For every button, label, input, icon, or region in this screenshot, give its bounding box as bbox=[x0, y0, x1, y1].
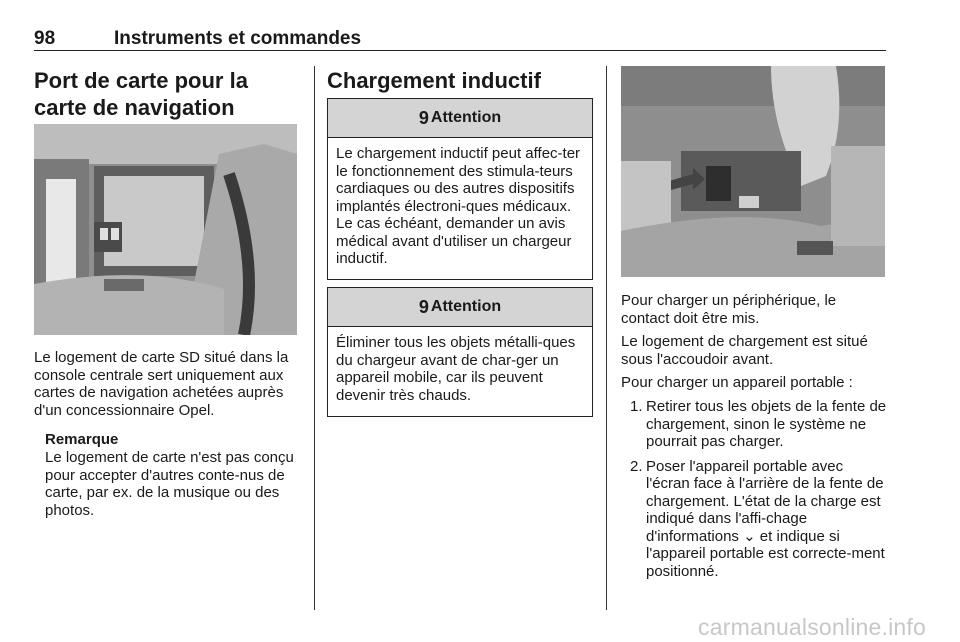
page-number: 98 bbox=[34, 28, 56, 49]
warning-title: Attention bbox=[430, 109, 502, 126]
column-divider-right bbox=[606, 66, 607, 610]
warning-header bbox=[328, 99, 592, 138]
note-text: Le logement de carte n'est pas conçu pour accepter d'autres conte-nus de carte, par ex. de la musique ou des photos. bbox=[45, 449, 294, 519]
sd-card-description: Le logement de carte SD situé dans la console centrale sert uniquement aux cartes de navigation achetées auprès d'un concessionnaire Opel. bbox=[34, 349, 289, 419]
warning-text: Éliminer tous les objets métalli-ques du chargeur avant de char-ger un appareil mobile, car ils peuvent devenir très chauds. bbox=[336, 334, 576, 404]
section-title: Instruments et commandes bbox=[114, 28, 362, 49]
warning-box-pacemaker bbox=[327, 98, 593, 280]
warning-icon: 9 bbox=[418, 107, 429, 128]
inductive-charger-photo bbox=[621, 66, 885, 277]
note-heading: Remarque bbox=[45, 431, 119, 448]
watermark: carmanualsonline.info bbox=[698, 614, 926, 640]
sd-card-slot-photo bbox=[34, 124, 297, 335]
page-header bbox=[34, 28, 886, 51]
warning-header bbox=[328, 288, 592, 327]
heading-sd-card-port: Port de carte pour la carte de navigation bbox=[34, 68, 248, 120]
warning-title: Attention bbox=[430, 298, 502, 315]
heading-inductive-charging: Chargement inductif bbox=[327, 68, 541, 93]
charger-location: Le logement de chargement est situé sous l'accoudoir avant. bbox=[621, 333, 868, 368]
step-number: 1. bbox=[630, 398, 643, 415]
step-text: Poser l'appareil portable avec l'écran face à l'arrière de la fente de chargement. L'état de la charge est indiqué dans l'affi-chage d'informations ⌄ et indique si l'appareil portable est correcte-ment positionné. bbox=[646, 457, 885, 580]
ignition-note: Pour charger un périphérique, le contact doit être mis. bbox=[621, 292, 837, 327]
warning-icon: 9 bbox=[418, 296, 429, 317]
list-item bbox=[621, 398, 887, 451]
step-number: 2. bbox=[630, 457, 643, 475]
step-text: Retirer tous les objets de la fente de chargement, sinon le système ne pourrait pas charger. bbox=[646, 398, 887, 450]
charging-steps-list bbox=[621, 398, 887, 587]
column-divider-left bbox=[314, 66, 315, 610]
charging-intro: Pour charger un appareil portable : bbox=[621, 374, 853, 391]
list-item bbox=[621, 458, 887, 581]
warning-text: Le chargement inductif peut affec-ter le fonctionnement des stimula-teurs cardiaques ou des autres dispositifs implantés électroni-ques médicaux. Le cas échéant, demander un avis médical avant d'utiliser un chargeur inductif. bbox=[336, 145, 581, 267]
warning-box-metal-objects bbox=[327, 287, 593, 417]
